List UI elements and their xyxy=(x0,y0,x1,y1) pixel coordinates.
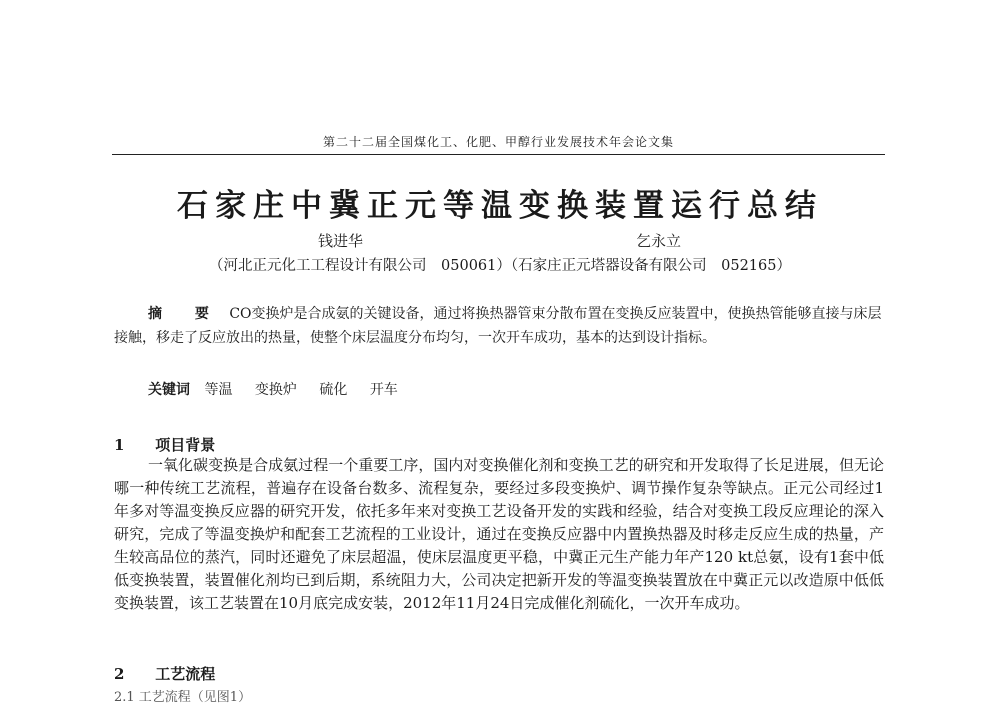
abstract xyxy=(114,302,884,350)
keywords-label: 关键词 xyxy=(148,382,190,398)
section-number: 1 xyxy=(114,436,125,454)
section-title: 项目背景 xyxy=(155,436,216,454)
keyword: 变换炉 xyxy=(254,382,297,398)
section-title: 工艺流程 xyxy=(155,665,216,683)
running-header: 第二十二届全国煤化工、化肥、甲醇行业发展技术年会论文集 xyxy=(112,133,885,155)
subsection-heading-cut: 2.1 工艺流程（见图1） xyxy=(114,690,252,705)
abstract-text: CO变换炉是合成氨的关键设备，通过将换热器管束分散布置在变换反应装置中，使换热管能够直接与床层接触，移走了反应放出的热量，使整个床层温度分布均匀，一次开车成功，基本的达到设计指标。 xyxy=(114,306,882,346)
section-1-paragraph: 一氧化碳变换是合成氨过程一个重要工序，国内对变换催化剂和变换工艺的研究和开发取得了长足进展，但无论哪一种传统工艺流程，普遍存在设备台数多、流程复杂，要经过多段变换炉、调节操作复杂等缺点。正元公司经过1年多对等温变换反应器的研究开发，依托多年来对变换工艺设备开发的实践和经验，结合对变换工段反应理论的深入研究，完成了等温变换炉和配套工艺流程的工业设计，通过在变换反应器中内置换热器及时移走反应生成的热量，产生较高品位的蒸汽，同时还避免了床层超温，使床层温度更平稳，中冀正元生产能力年产120 kt总氨，设有1套中低低变换装置，装置催化剂均已到后期，系统阻力大，公司决定把新开发的等温变换装置放在中冀正元以改造原中低低变换装置，该工艺装置在10月底完成安装，2012年11月24日完成催化剂硫化，一次开车成功。 xyxy=(114,456,884,612)
paper-title: 石家庄中冀正元等温变换装置运行总结 xyxy=(177,188,823,224)
section-heading-2 xyxy=(114,663,215,684)
keywords xyxy=(148,379,416,399)
keyword: 等温 xyxy=(204,382,233,398)
author-2: 乞永立 xyxy=(636,232,682,250)
author-1: 钱进华 xyxy=(318,232,364,250)
abstract-label: 摘 要 xyxy=(148,306,223,322)
section-heading-1 xyxy=(114,434,215,455)
keyword: 开车 xyxy=(369,382,398,398)
section-number: 2 xyxy=(114,665,125,683)
keyword: 硫化 xyxy=(319,382,348,398)
affiliations: （河北正元化工工程设计有限公司 050061）（石家庄正元塔器设备有限公司 052165） xyxy=(209,258,791,274)
